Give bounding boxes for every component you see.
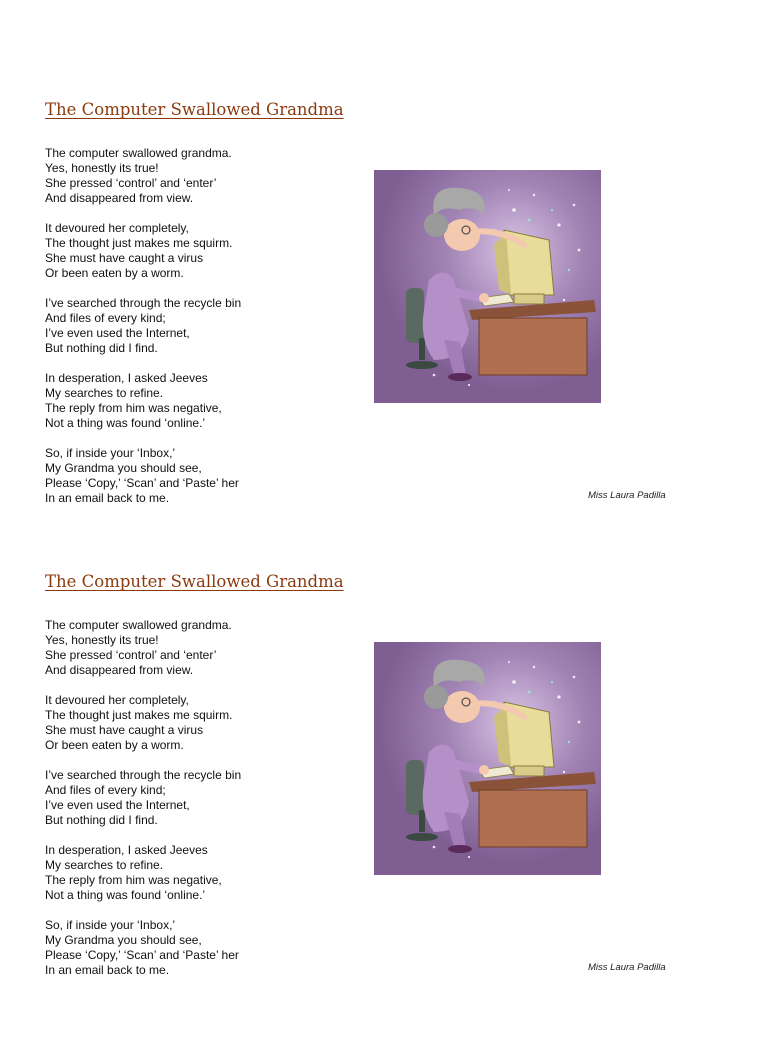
poem-line: But nothing did I find. <box>45 341 158 355</box>
poem-line: She pressed ‘control’ and ‘enter’ <box>45 176 217 190</box>
stanza-1 <box>45 618 345 678</box>
poem-line: Not a thing was found ‘online.’ <box>45 888 206 902</box>
poem-line: Not a thing was found ‘online.’ <box>45 416 206 430</box>
poem-line: Yes, honestly its true! <box>45 161 159 175</box>
poem-line: So, if inside your ‘Inbox,’ <box>45 446 176 460</box>
poem-body <box>45 618 345 993</box>
poem-line: I’ve searched through the recycle bin <box>45 768 242 782</box>
poem-line: My searches to refine. <box>45 386 164 400</box>
poem-line: But nothing did I find. <box>45 813 158 827</box>
poem-line: And files of every kind; <box>45 311 166 325</box>
poem-title: The Computer Swallowed Grandma <box>45 100 344 119</box>
poem-line: And disappeared from view. <box>45 191 194 205</box>
poem-line: She must have caught a virus <box>45 723 204 737</box>
grandma-at-computer-illustration <box>374 170 601 403</box>
poem-line: The computer swallowed grandma. <box>45 618 232 632</box>
stanza-4 <box>45 371 345 431</box>
poem-line: The reply from him was negative, <box>45 401 222 415</box>
poem-line: And disappeared from view. <box>45 663 194 677</box>
stanza-1 <box>45 146 345 206</box>
poem-line: The reply from him was negative, <box>45 873 222 887</box>
poem-line: Or been eaten by a worm. <box>45 266 184 280</box>
poem-line: Or been eaten by a worm. <box>45 738 184 752</box>
poem-line: It devoured her completely, <box>45 693 189 707</box>
poem-line: In desperation, I asked Jeeves <box>45 843 208 857</box>
poem-line: In an email back to me. <box>45 963 170 977</box>
poem-line: I’ve even used the Internet, <box>45 326 190 340</box>
poem-line: My Grandma you should see, <box>45 933 202 947</box>
poem-line: Please ‘Copy,’ ‘Scan’ and ‘Paste’ her <box>45 948 239 962</box>
stanza-4 <box>45 843 345 903</box>
poem-line: Yes, honestly its true! <box>45 633 159 647</box>
poem-line: In an email back to me. <box>45 491 170 505</box>
stanza-5 <box>45 918 345 978</box>
stanza-2 <box>45 693 345 753</box>
author-credit: Miss Laura Padilla <box>588 490 666 501</box>
poem-title: The Computer Swallowed Grandma <box>45 572 344 591</box>
stanza-5 <box>45 446 345 506</box>
author-credit: Miss Laura Padilla <box>588 962 666 973</box>
poem-line: The thought just makes me squirm. <box>45 708 233 722</box>
poem-line: She must have caught a virus <box>45 251 204 265</box>
poem-line: She pressed ‘control’ and ‘enter’ <box>45 648 217 662</box>
grandma-at-computer-illustration <box>374 642 601 875</box>
poem-body <box>45 146 345 521</box>
poem-line: The thought just makes me squirm. <box>45 236 233 250</box>
poem-line: It devoured her completely, <box>45 221 189 235</box>
poem-copy-2 <box>0 572 768 1042</box>
poem-line: So, if inside your ‘Inbox,’ <box>45 918 176 932</box>
poem-line: And files of every kind; <box>45 783 166 797</box>
poem-line: My Grandma you should see, <box>45 461 202 475</box>
stanza-3 <box>45 296 345 356</box>
poem-line: Please ‘Copy,’ ‘Scan’ and ‘Paste’ her <box>45 476 239 490</box>
poem-line: I’ve searched through the recycle bin <box>45 296 242 310</box>
poem-line: In desperation, I asked Jeeves <box>45 371 208 385</box>
stanza-3 <box>45 768 345 828</box>
stanza-2 <box>45 221 345 281</box>
poem-line: The computer swallowed grandma. <box>45 146 232 160</box>
poem-line: I’ve even used the Internet, <box>45 798 190 812</box>
poem-copy-1 <box>0 100 768 570</box>
poem-line: My searches to refine. <box>45 858 164 872</box>
